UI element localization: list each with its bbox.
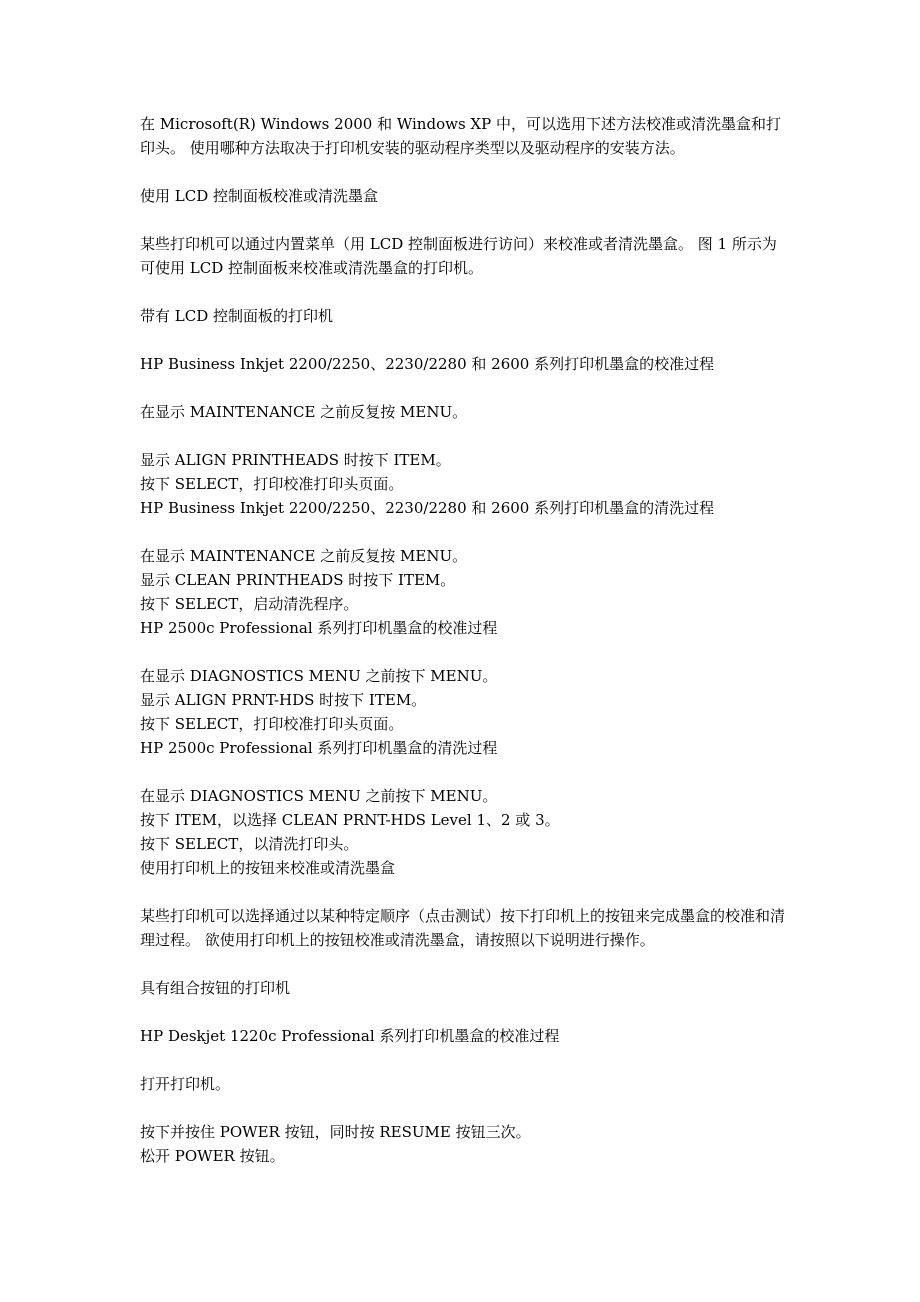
paragraph-gap [140,376,790,400]
procedure-step: 显示 CLEAN PRINTHEADS 时按下 ITEM。 [140,571,456,589]
paragraph-gap [140,880,790,904]
buttons-description-paragraph: 某些打印机可以选择通过以某种特定顺序（点击测试）按下打印机上的按钮来完成墨盒的校准和清理过程。 欲使用打印机上的按钮校准或清洗墨盒，请按照以下说明进行操作。 [140,907,786,949]
paragraph-gap [140,280,790,304]
procedure-title: HP 2500c Professional 系列打印机墨盒的清洗过程 [140,739,498,757]
procedure-step: 打开打印机。 [140,1075,231,1093]
procedure-step: 在显示 MAINTENANCE 之前反复按 MENU。 [140,547,468,565]
procedure-step: 松开 POWER 按钮。 [140,1147,285,1165]
lcd-description-paragraph: 某些打印机可以通过内置菜单（用 LCD 控制面板进行访问）来校准或者清洗墨盒。 图 1 所示为可使用 LCD 控制面板来校准或清洗墨盒的打印机。 [140,235,777,277]
procedure-step: 在显示 DIAGNOSTICS MENU 之前按下 MENU。 [140,787,498,805]
procedure-title: HP Deskjet 1220c Professional 系列打印机墨盒的校准过程 [140,1027,560,1045]
procedure-title: HP Business Inkjet 2200/2250、2230/2280 和 2600 系列打印机墨盒的清洗过程 [140,499,715,517]
paragraph-gap [140,160,790,184]
procedure-step: 在显示 MAINTENANCE 之前反复按 MENU。 [140,403,468,421]
paragraph-gap [140,520,790,544]
procedure-step: 显示 ALIGN PRINTHEADS 时按下 ITEM。 [140,451,451,469]
procedure-step: 按下 SELECT，以清洗打印头。 [140,835,359,853]
procedure-step: 按下并按住 POWER 按钮，同时按 RESUME 按钮三次。 [140,1123,531,1141]
procedure-title: HP Business Inkjet 2200/2250、2230/2280 和 2600 系列打印机墨盒的校准过程 [140,355,715,373]
procedure-step: 按下 SELECT，打印校准打印头页面。 [140,475,404,493]
paragraph-gap [140,760,790,784]
procedure-step: 显示 ALIGN PRNT-HDS 时按下 ITEM。 [140,691,427,709]
paragraph-gap [140,208,790,232]
paragraph-gap [140,1096,790,1120]
procedure-step: 在显示 DIAGNOSTICS MENU 之前按下 MENU。 [140,667,498,685]
paragraph-gap [140,640,790,664]
paragraph-gap [140,1000,790,1024]
section-heading-buttons: 使用打印机上的按钮来校准或清洗墨盒 [140,859,396,877]
procedure-step: 按下 ITEM，以选择 CLEAN PRNT-HDS Level 1、2 或 3。 [140,811,560,829]
paragraph-gap [140,424,790,448]
procedure-step: 按下 SELECT，打印校准打印头页面。 [140,715,404,733]
procedure-title: HP 2500c Professional 系列打印机墨盒的校准过程 [140,619,498,637]
intro-paragraph: 在 Microsoft(R) Windows 2000 和 Windows XP 中，可以选用下述方法校准或清洗墨盒和打印头。 使用哪种方法取决于打印机安装的驱动程序类型以及驱动程序的安装方法。 [140,115,781,157]
paragraph-gap [140,952,790,976]
subheading-lcd-printers: 带有 LCD 控制面板的打印机 [140,307,334,325]
subheading-combo-button-printers: 具有组合按钮的打印机 [140,979,291,997]
procedure-step: 按下 SELECT，启动清洗程序。 [140,595,359,613]
document-body [140,112,790,1168]
paragraph-gap [140,328,790,352]
paragraph-gap [140,1048,790,1072]
section-heading-lcd: 使用 LCD 控制面板校准或清洗墨盒 [140,187,379,205]
